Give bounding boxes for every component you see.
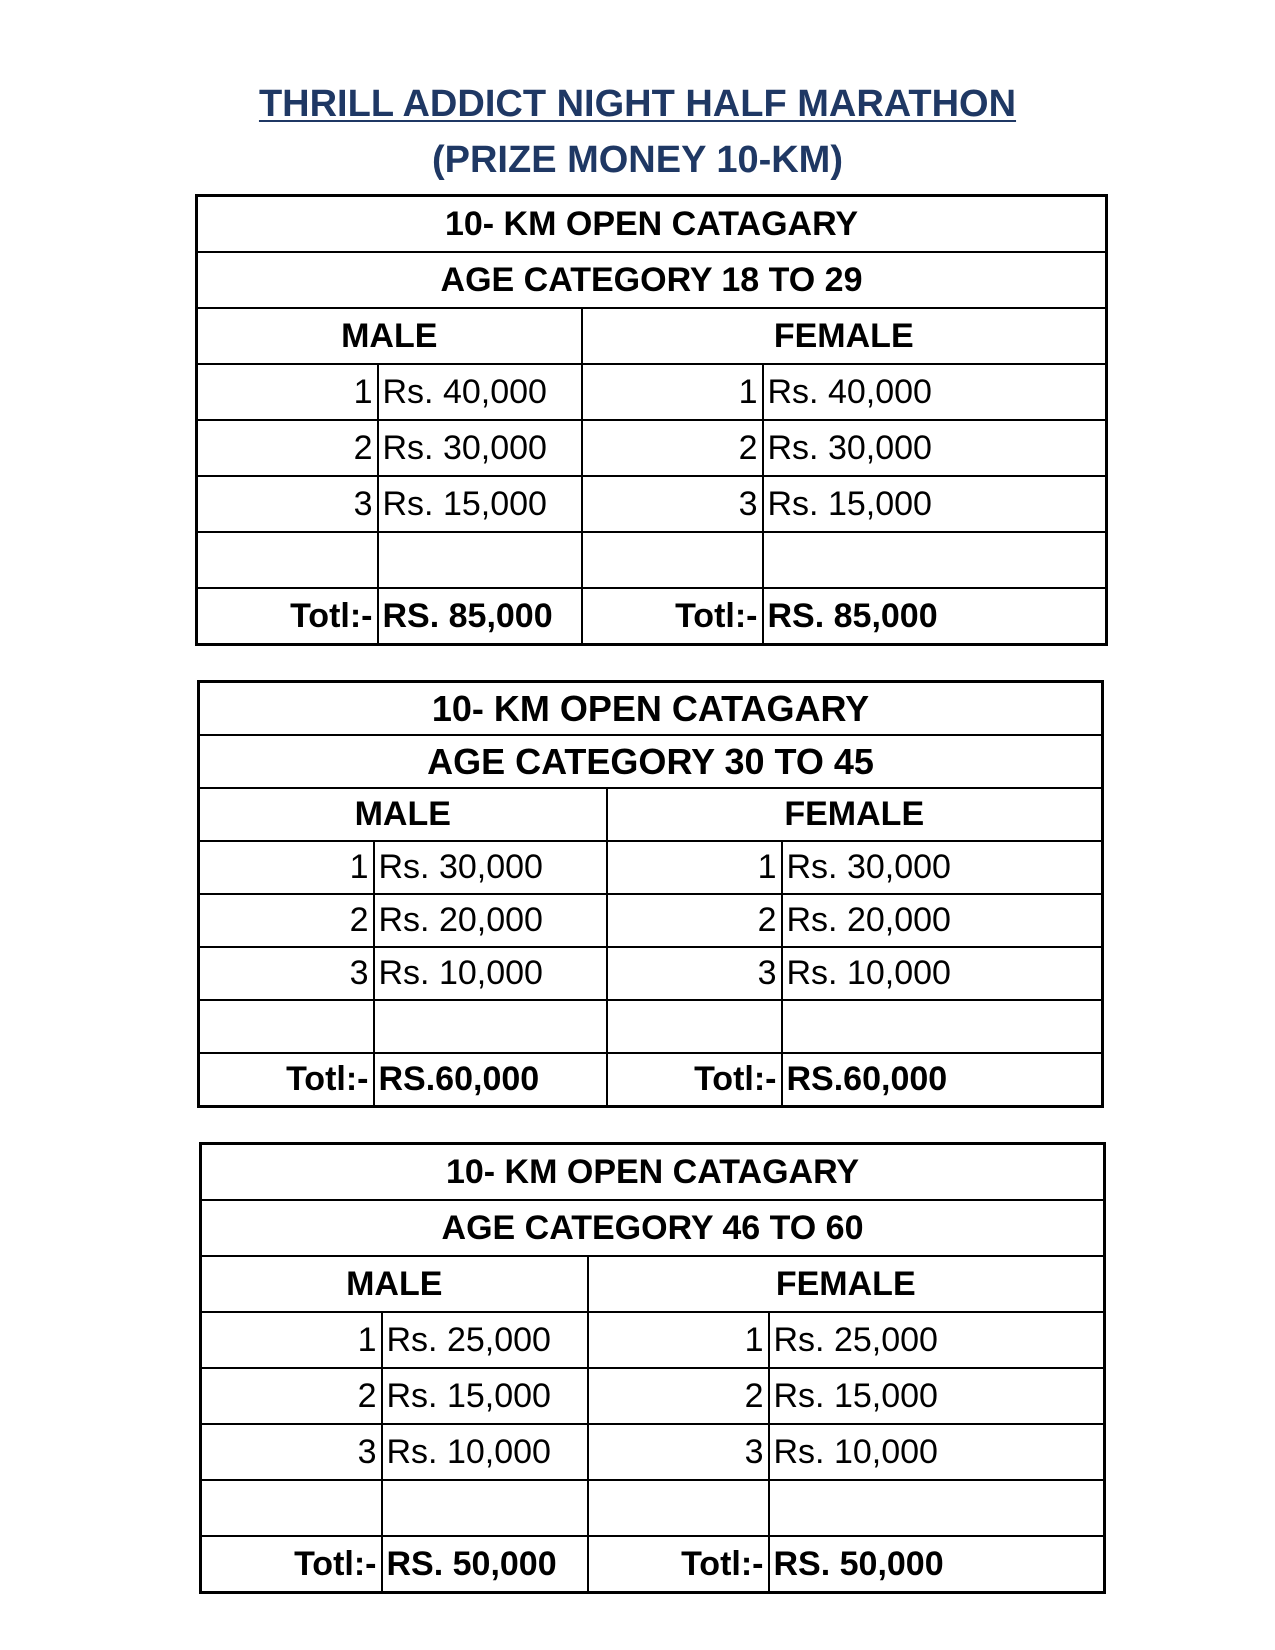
table-row bbox=[201, 1424, 1105, 1480]
female-position: 1 bbox=[582, 364, 763, 420]
age-category-header: AGE CATEGORY 18 TO 29 bbox=[197, 252, 1107, 308]
category-header: 10- KM OPEN CATAGARY bbox=[201, 1144, 1105, 1201]
male-position: 2 bbox=[201, 1368, 382, 1424]
male-prize: Rs. 15,000 bbox=[378, 476, 582, 532]
page-title-text: THRILL ADDICT NIGHT HALF MARATHON bbox=[258, 83, 1017, 125]
male-total: RS. 50,000 bbox=[382, 1536, 588, 1593]
total-row bbox=[197, 588, 1107, 645]
total-row bbox=[199, 1053, 1103, 1107]
age-category-header: AGE CATEGORY 46 TO 60 bbox=[201, 1200, 1105, 1256]
male-position: 2 bbox=[197, 420, 378, 476]
female-header: FEMALE bbox=[607, 788, 1103, 841]
age-category-header: AGE CATEGORY 30 TO 45 bbox=[199, 735, 1103, 788]
table-row bbox=[201, 1368, 1105, 1424]
female-prize: Rs. 10,000 bbox=[782, 947, 1103, 1000]
female-total: RS. 85,000 bbox=[763, 588, 1107, 645]
prize-table-30-45 bbox=[197, 680, 1104, 1108]
male-prize: Rs. 25,000 bbox=[382, 1312, 588, 1368]
table-row bbox=[199, 947, 1103, 1000]
male-prize: Rs. 30,000 bbox=[374, 841, 607, 894]
male-prize: Rs. 10,000 bbox=[374, 947, 607, 1000]
female-header: FEMALE bbox=[582, 308, 1107, 364]
page-subtitle: (PRIZE MONEY 10-KM) bbox=[431, 139, 843, 181]
table-row bbox=[197, 364, 1107, 420]
female-prize: Rs. 15,000 bbox=[763, 476, 1107, 532]
female-position: 3 bbox=[582, 476, 763, 532]
female-position: 2 bbox=[582, 420, 763, 476]
female-position: 3 bbox=[607, 947, 782, 1000]
male-prize: Rs. 10,000 bbox=[382, 1424, 588, 1480]
female-prize: Rs. 30,000 bbox=[782, 841, 1103, 894]
male-header: MALE bbox=[199, 788, 607, 841]
female-total: RS.60,000 bbox=[782, 1053, 1103, 1107]
table-row bbox=[197, 476, 1107, 532]
male-total-label: Totl:- bbox=[201, 1536, 382, 1593]
male-total: RS. 85,000 bbox=[378, 588, 582, 645]
table-row bbox=[197, 420, 1107, 476]
male-prize: Rs. 15,000 bbox=[382, 1368, 588, 1424]
female-prize: Rs. 25,000 bbox=[769, 1312, 1105, 1368]
female-total-label: Totl:- bbox=[588, 1536, 769, 1593]
male-header: MALE bbox=[197, 308, 582, 364]
female-position: 2 bbox=[607, 894, 782, 947]
female-prize: Rs. 30,000 bbox=[763, 420, 1107, 476]
male-prize: Rs. 20,000 bbox=[374, 894, 607, 947]
empty-row bbox=[201, 1480, 1105, 1536]
male-header: MALE bbox=[201, 1256, 588, 1312]
category-header: 10- KM OPEN CATAGARY bbox=[199, 682, 1103, 736]
female-prize: Rs. 15,000 bbox=[769, 1368, 1105, 1424]
table-row bbox=[199, 841, 1103, 894]
male-total-label: Totl:- bbox=[197, 588, 378, 645]
page-title bbox=[0, 80, 1275, 128]
male-total: RS.60,000 bbox=[374, 1053, 607, 1107]
female-prize: Rs. 20,000 bbox=[782, 894, 1103, 947]
male-prize: Rs. 30,000 bbox=[378, 420, 582, 476]
male-prize: Rs. 40,000 bbox=[378, 364, 582, 420]
male-position: 1 bbox=[201, 1312, 382, 1368]
female-position: 3 bbox=[588, 1424, 769, 1480]
male-position: 1 bbox=[197, 364, 378, 420]
prize-table-18-29 bbox=[195, 194, 1108, 646]
female-prize: Rs. 40,000 bbox=[763, 364, 1107, 420]
table-row bbox=[199, 894, 1103, 947]
female-position: 1 bbox=[588, 1312, 769, 1368]
category-header: 10- KM OPEN CATAGARY bbox=[197, 196, 1107, 253]
total-row bbox=[201, 1536, 1105, 1593]
female-prize: Rs. 10,000 bbox=[769, 1424, 1105, 1480]
male-total-label: Totl:- bbox=[199, 1053, 374, 1107]
male-position: 3 bbox=[199, 947, 374, 1000]
male-position: 1 bbox=[199, 841, 374, 894]
male-position: 3 bbox=[201, 1424, 382, 1480]
male-position: 2 bbox=[199, 894, 374, 947]
prize-table-46-60 bbox=[199, 1142, 1106, 1594]
female-position: 2 bbox=[588, 1368, 769, 1424]
female-header: FEMALE bbox=[588, 1256, 1105, 1312]
female-position: 1 bbox=[607, 841, 782, 894]
table-row bbox=[201, 1312, 1105, 1368]
female-total-label: Totl:- bbox=[607, 1053, 782, 1107]
male-position: 3 bbox=[197, 476, 378, 532]
female-total: RS. 50,000 bbox=[769, 1536, 1105, 1593]
empty-row bbox=[197, 532, 1107, 588]
empty-row bbox=[199, 1000, 1103, 1053]
female-total-label: Totl:- bbox=[582, 588, 763, 645]
